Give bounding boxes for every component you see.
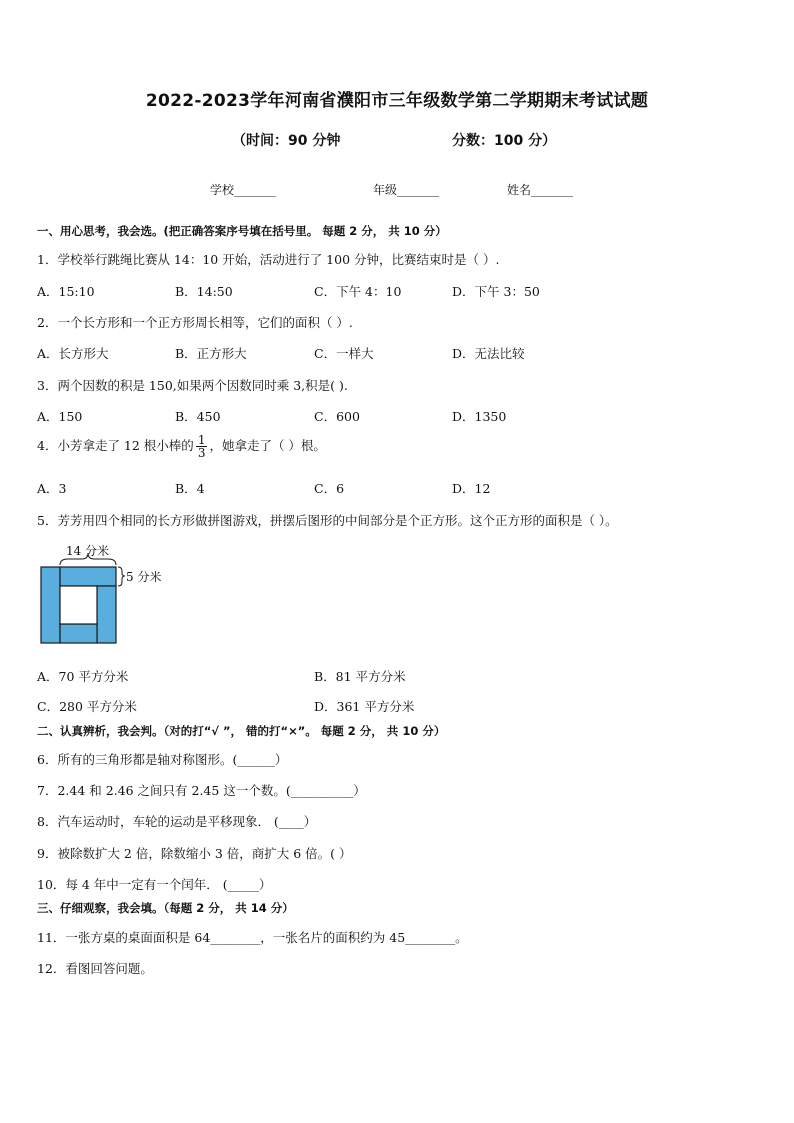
side-dimension-label: 5 分米 [126, 570, 162, 584]
q3-option-a: A．150 [37, 409, 83, 424]
q4-text-before: 4．小芳拿走了 12 根小棒的 [37, 438, 194, 453]
bottom-rectangle [60, 624, 97, 643]
q3-option-d: D．1350 [452, 409, 507, 424]
question-6: 6．所有的三角形都是轴对称图形。(______） [37, 752, 288, 767]
section-3-heading: 三、仔细观察，我会填。（每题 2 分， 共 14 分） [37, 901, 294, 915]
question-3: 3．两个因数的积是 150,如果两个因数同时乘 3,积是( ). [37, 378, 348, 393]
q2-option-c: C．一样大 [314, 346, 374, 361]
question-10: 10．每 4 年中一定有一个闰年． (_____） [37, 877, 272, 892]
q4-option-a: A．3 [37, 481, 67, 496]
q4-fraction [196, 434, 208, 459]
q5-option-a: A．70 平方分米 [37, 669, 129, 684]
question-2: 2．一个长方形和一个正方形周长相等，它们的面积（ ）. [37, 315, 353, 330]
section-1-heading: 一、用心思考，我会选。(把正确答案序号填在括号里。 每题 2 分， 共 10 分） [37, 224, 447, 238]
q4-fraction-denominator: 3 [197, 446, 206, 460]
top-dimension-label: 14 分米 [66, 544, 110, 558]
q2-option-a: A．长方形大 [37, 346, 109, 361]
q4-option-d: D．12 [452, 481, 491, 496]
top-rectangle [60, 567, 116, 586]
exam-title: 2022-2023学年河南省濮阳市三年级数学第二学期期末考试试题 [145, 91, 649, 111]
q4-fraction-numerator: 1 [197, 433, 206, 447]
q1-option-a: A．15:10 [37, 284, 95, 299]
q5-option-c: C．280 平方分米 [37, 699, 137, 714]
question-9: 9．被除数扩大 2 倍，除数缩小 3 倍，商扩大 6 倍。( ） [37, 846, 352, 861]
question-1: 1．学校举行跳绳比赛从 14：10 开始，活动进行了 100 分钟，比赛结束时是（ ）. [37, 252, 500, 267]
section-2-heading: 二、认真辨析，我会判。（对的打“√ ”， 错的打“×”。 每题 2 分， 共 10 分） [37, 724, 446, 738]
q2-option-b: B．正方形大 [175, 346, 247, 361]
q3-option-c: C．600 [314, 409, 360, 424]
q1-option-c: C．下午 4：10 [314, 284, 402, 299]
question-5: 5．芳芳用四个相同的长方形做拼图游戏，拼摆后图形的中间部分是个正方形。这个正方形的面积是（ ）。 [37, 513, 618, 528]
q4-option-c: C．6 [314, 481, 345, 496]
q5-option-b: B．81 平方分米 [314, 669, 406, 684]
question-8: 8．汽车运动时，车轮的运动是平移现象． (____） [37, 814, 317, 829]
q5-figure [36, 543, 176, 648]
right-rectangle [97, 586, 116, 643]
q5-option-d: D．361 平方分米 [314, 699, 415, 714]
q4-option-b: B．4 [175, 481, 205, 496]
question-11: 11．一张方桌的桌面面积是 64________，一张名片的面积约为 45________。 [37, 930, 468, 945]
exam-score: 分数：100 分） [452, 133, 557, 149]
q2-option-d: D．无法比较 [452, 346, 525, 361]
question-7: 7．2.44 和 2.46 之间只有 2.45 这一个数。(__________） [37, 783, 366, 798]
q1-option-d: D．下午 3：50 [452, 284, 540, 299]
question-12: 12．看图回答问题。 [37, 961, 153, 976]
center-square [60, 586, 97, 624]
side-brace [118, 567, 125, 586]
grade-field: 年级_______ [373, 183, 440, 197]
school-field: 学校_______ [210, 183, 277, 197]
question-4 [37, 434, 326, 459]
q3-option-b: B．450 [175, 409, 221, 424]
name-field: 姓名_______ [507, 183, 574, 197]
q4-text-after: ，她拿走了（ ）根。 [209, 438, 326, 453]
exam-time: （时间：90 分钟 [232, 133, 341, 149]
left-rectangle [41, 567, 60, 643]
q1-option-b: B．14:50 [175, 284, 233, 299]
